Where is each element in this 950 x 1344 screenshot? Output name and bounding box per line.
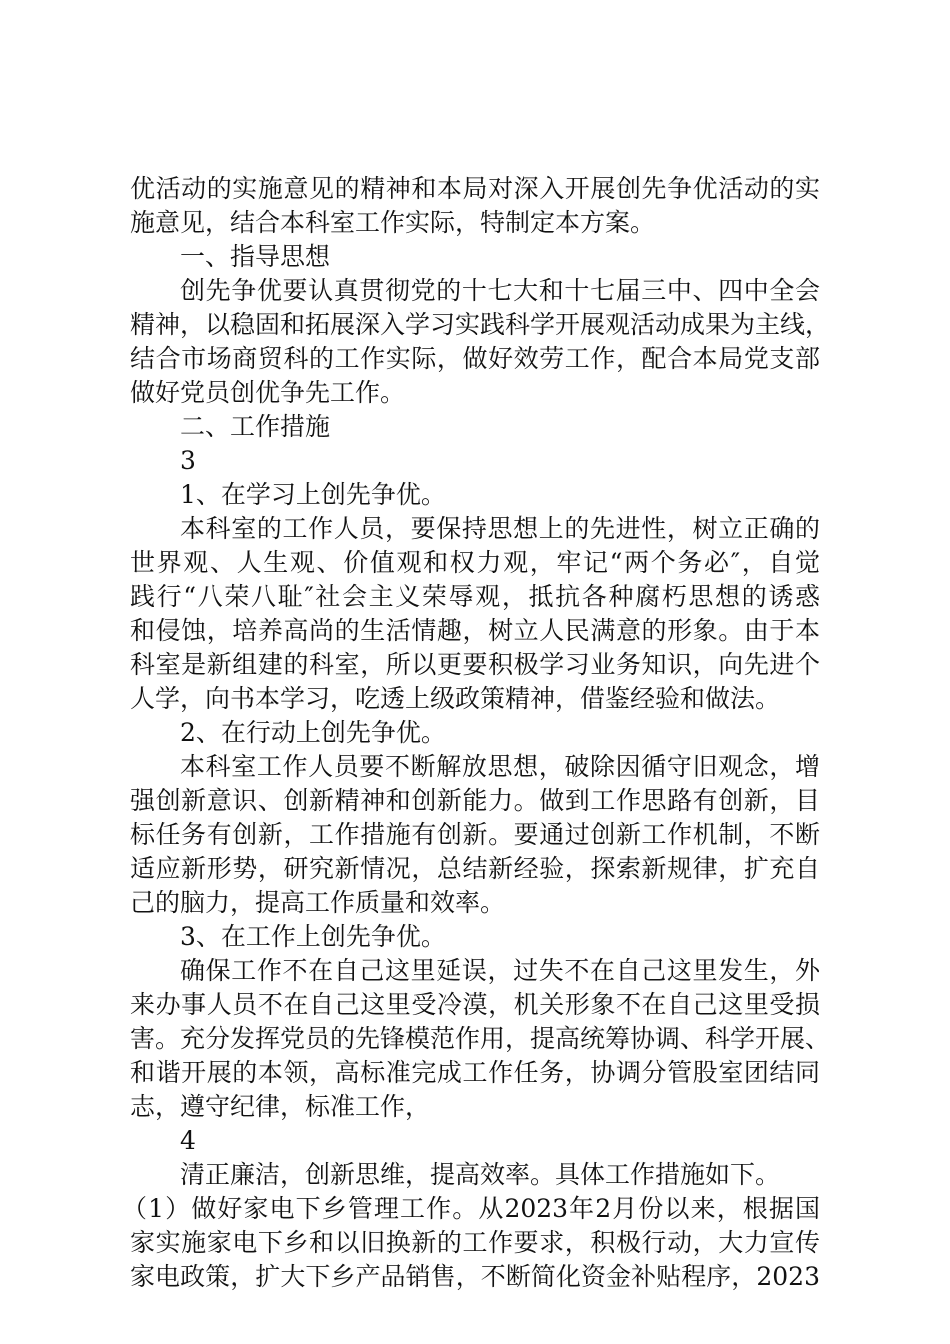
paragraph-line: 做好党员创优争先工作。 bbox=[130, 378, 406, 407]
paragraph-line: 精神，以稳固和拓展深入学习实践科学开展观活动成果为主线， bbox=[130, 310, 831, 339]
paragraph-line: 标任务有创新，工作措施有创新。要通过创新工作机制，不断 bbox=[130, 820, 820, 849]
subsection-heading: 3、在工作上创先争优。 bbox=[180, 922, 446, 951]
paragraph-line: 和侵蚀，培养高尚的生活情趣，树立人民满意的形象。由于本 bbox=[130, 616, 820, 645]
section-heading: 二、工作措施 bbox=[180, 412, 331, 441]
paragraph-line: 清正廉洁，创新思维，提高效率。具体工作措施如下。 bbox=[180, 1160, 781, 1189]
paragraph-line: 己的脑力，提高工作质量和效率。 bbox=[130, 888, 506, 917]
paragraph-line: 世界观、人生观、价值观和权力观，牢记“两个务必″，自觉 bbox=[130, 548, 820, 577]
paragraph-line: 结合市场商贸科的工作实际，做好效劳工作，配合本局党支部 bbox=[130, 344, 820, 373]
paragraph-line: 科室是新组建的科室，所以更要积极学习业务知识，向先进个 bbox=[130, 650, 820, 679]
paragraph-line: 创先争优要认真贯彻党的十七大和十七届三中、四中全会 bbox=[180, 276, 820, 305]
paragraph-line: 施意见，结合本科室工作实际，特制定本方案。 bbox=[130, 208, 656, 237]
paragraph-line: 害。充分发挥党员的先锋模范作用，提高统筹协调、科学开展、 bbox=[130, 1024, 831, 1053]
paragraph-line: 人学，向书本学习，吃透上级政策精神，借鉴经验和做法。 bbox=[130, 684, 781, 713]
subsection-heading: 1、在学习上创先争优。 bbox=[180, 480, 446, 509]
subsection-heading: 2、在行动上创先争优。 bbox=[180, 718, 446, 747]
paragraph-line: 适应新形势，研究新情况，总结新经验，探索新规律，扩充自 bbox=[130, 854, 820, 883]
paragraph-line: 本科室工作人员要不断解放思想，破除因循守旧观念，增 bbox=[180, 752, 820, 781]
paragraph-line: 志，遵守纪律，标准工作， bbox=[130, 1092, 431, 1121]
paragraph-line: 优活动的实施意见的精神和本局对深入开展创先争优活动的实 bbox=[130, 174, 820, 203]
paragraph-line: 来办事人员不在自己这里受冷漠，机关形象不在自己这里受损 bbox=[130, 990, 820, 1019]
paragraph-line: 本科室的工作人员，要保持思想上的先进性，树立正确的 bbox=[180, 514, 820, 543]
paragraph-line: 和谐开展的本领，高标准完成工作任务，协调分管股室团结同 bbox=[130, 1058, 820, 1087]
document-body bbox=[122, 172, 831, 1294]
paragraph-line: 强创新意识、创新精神和创新能力。做到工作思路有创新，目 bbox=[130, 786, 820, 815]
list-item-line: （1）做好家电下乡管理工作。从2023年2月份以来，根据国 bbox=[122, 1194, 820, 1223]
page-number: 3 bbox=[180, 446, 196, 475]
paragraph-line: 确保工作不在自己这里延误，过失不在自己这里发生，外 bbox=[180, 956, 820, 985]
paragraph-line: 家电政策，扩大下乡产品销售，不断简化资金补贴程序，2023 bbox=[130, 1262, 820, 1291]
page-number: 4 bbox=[180, 1126, 196, 1155]
paragraph-line: 践行“八荣八耻″社会主义荣辱观，抵抗各种腐朽思想的诱惑 bbox=[130, 582, 820, 611]
section-heading: 一、指导思想 bbox=[180, 242, 331, 271]
paragraph-line: 家实施家电下乡和以旧换新的工作要求，积极行动，大力宣传 bbox=[130, 1228, 820, 1257]
